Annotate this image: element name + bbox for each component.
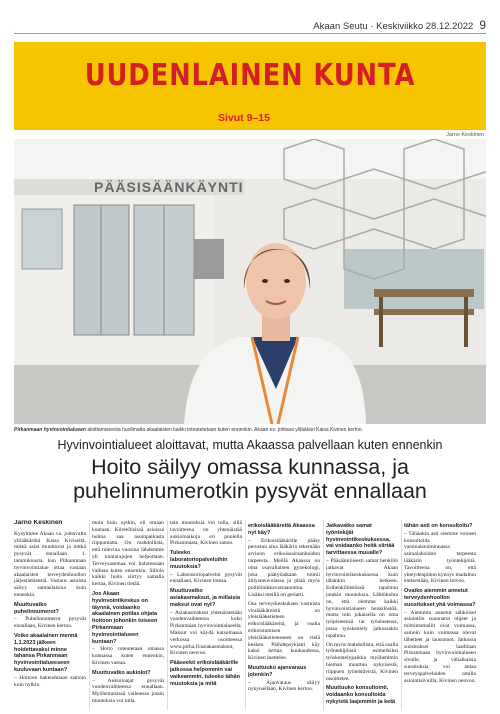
column-divider (89, 520, 90, 710)
question-heading: Jos Akaan hyvinvointikeskus on täynnä, voidaanko akaalainen potilas ohjata hoitoon johonkin toiseen Pirkanmaan hyvinvointialueen kuntaan? (92, 590, 158, 645)
body-paragraph: – Hoitoon hakeudutaan samoin kuin nytkin. (14, 674, 86, 688)
entrance-sign: PÄÄSISÄÄNKÄYNTI (94, 179, 244, 195)
column-divider (245, 520, 246, 710)
article-photo (14, 139, 486, 424)
section-title: UUDENLAINEN KUNTA (84, 58, 416, 93)
body-paragraph: – Ajanvaraus säilyy nykyisellään, Kivinen kertoo. (248, 679, 320, 693)
article-column (92, 520, 164, 710)
column-divider (167, 520, 168, 710)
column-divider (323, 520, 324, 710)
question-heading: Ovatko aiemmin annetut terveydenhuollon suositukset yhä voimassa? (404, 588, 476, 608)
caption-text: aloittamiseesta huolimatta akaalaisten kaikki toteutetetaan kuten ennenkin. Akaan ex. johtava ylilääkäri Kaisa Kivinen kertoo. (85, 427, 364, 433)
publication-dateline: Akaan Seutu · Keskiviikko 28.12.2022 (313, 21, 474, 32)
question-heading: tähän asti on konsultoitu? (404, 523, 473, 529)
caption-lead: Pirkanmaan hyvinvointialueen (14, 427, 86, 433)
question-heading: Pääseekö erikoislääkärille jatkossa helpommin vai vaikeammin, tuleeko tähän muutoksia ja mitä (170, 660, 240, 687)
question-heading: Muuttuuko ajanvaraus jotenkin? (248, 664, 307, 678)
body-paragraph: tain muutoksia voi tulla, sillä tavoitteena on yhtenäistää aukioloaikoja eri puolella Pirkanmaata, Kivinen sanoo. (170, 520, 242, 547)
question-heading: Muuttuvatko aukiolot? (92, 669, 151, 676)
question-heading: Muuttuuko konsultointi, voidaanko konsultoida nykyistä laajemmin ja ketä (326, 685, 396, 705)
body-paragraph: On myös mahdollista, että osalla työntekijöistä esimerkiksi työskentelypaikka myöhemmin hieman muuttuu nykyisestä, riippuen työtehtävistä, Kivinen tasoittelee. (326, 641, 398, 682)
article-column (248, 520, 320, 710)
body-paragraph: – Laboratoriopalvelut pysyvät ennallaan, Kivinen toteaa. (170, 571, 242, 585)
photo-illustration (14, 139, 486, 424)
body-paragraph: – Erikoislääkärille pääsy perustuu aina lääkärin tekemään arvioon erikoissairaanhoidon tarpeesta. Meillä Akaassa on oma osavaltainen gynekologi, joka päätyöaikaan toimii äitiysneuvolassa ja pitää myös poliklinikkavastaanottoa. Lisäksi meillä on geriatri. (248, 537, 320, 598)
article-column (170, 520, 242, 710)
article-column (14, 520, 86, 710)
article-kicker: Hyvinvointialueet aloittavat, mutta Akaassa palvellaan kuten ennenkin (57, 438, 443, 452)
body-paragraph: – Aiemmin annetut sähköiset asiointiin suunnatut ohjeet ja toimintamallit ovat voimassa, samoin kuin voimassa olevat lähetteet ja lausunnot. Jatkossa suositukset laaditaan Pirkanmaan hyvinvointialueen sivulle, ja väliaikaisia suosituksia voi antaa terveyspalveluiden omilla asiointisivuilla, Kivinen neuvoo. (404, 609, 476, 684)
article-headline: Hoito säilyy omassa kunnassa, ja puhelinnumerotkin pysyvät ennallaan (73, 455, 427, 503)
column-divider (401, 520, 402, 710)
article-author: Jarno Keskinen (14, 520, 63, 526)
question-heading: Jatkavatko samat työntekijät hyvinvointikeskuksessa, vai voidaanko heitä siirtää tarvittaessa muualle? (326, 523, 395, 557)
article-column (404, 520, 476, 710)
photo-caption (14, 427, 486, 434)
body-paragraph: – Hoito toteutetaan omassa kunnassa kuten ennenkin, Kivinen vastaa. (92, 646, 164, 666)
body-paragraph: – Aukioloajat pysyvät vuodenvaihteessa ennallaan. Myöhemmässä vaiheessa jotain muutoksia voi tulla. (92, 677, 164, 704)
section-pages: Sivut 9–15 (218, 112, 270, 124)
section-banner (14, 42, 486, 130)
question-heading: Tuleeko laboratoriopalveluihin muutoksia? (170, 550, 228, 570)
body-paragraph: – Pääsääntöisesti samat henkilöt jatkavat Akaan hyvinvointikeskuksessa kuin tähänkin hetkeen. Esihenkilöistössä tapahtuu jotakin muutoksia. Lähtökohta on, että olemme kaikki hyvinvointialueen henkilöstöä, mutta toki jokaisella on oma työpisteensä tai työalueensa, jossa työskentely jatkossakin tapahtuu. (326, 557, 398, 639)
body-paragraph: – Asiakasmaksut yhtenäistetään vuodenvaihteessa koko Pirkanmaan hyvinvointialueella. Maksut voi käydä katsomassa verkossa osoitteessa www.pirha.fi/asiakasmaksut, Kivinen neuvoo. (170, 609, 242, 657)
photo-credit: Jarno Keskinen (446, 132, 484, 138)
body-paragraph: Osa terveyskeskuksen vastuista viralääkäreistä on yleislääketieteen erikoislääkäreitä, ja osalla erikoistumisen yleislääketieteeseen on vielä kesken. Päihdepsykiatri käy kaksi kertaa kuukaudessa, Kivinen luettelee. (248, 600, 320, 662)
question-heading: Voiko akaalainen mennä 1.1.2023 jälkeen hoidettavaksi minne tahansa Pirkanmaan hyvinvointialueeseen kuuluvaan kuntaan? (14, 632, 78, 673)
body-paragraph: Kysyimme Akaan va. johtavalta ylilääkäriltä Kaisa Kiviseltä, mitkä asiat muuttuvat ja mitkä pysyvät ennallaan 1. tammikuusta, kun Pirkanmaan hyvinvointialue ottaa vastaan akaalaisten terveydenhuollon järjestämisestä. Vastaus asioista säilyy samanlaisina kuin ennenkin. (14, 530, 86, 598)
body-paragraph: – Tähänkin asti olemme voineet konsultoida varsinaistoiminnassa sairaalahoidon tarpeesta lääkärin työntekijöitä. Tavoitteena on, että yhteydenpidon kynnys madaltuu entisestään, Kivinen toivoo. (404, 530, 476, 585)
body-paragraph: – Puhelinnumerot pysyvät ennallaan, Kivinen kertoo. (14, 616, 86, 630)
page-header (313, 18, 486, 32)
article-column (326, 520, 398, 710)
question-heading: Muuttuvatko asiakasmaksut, ja millaisia maksut ovat nyt? (170, 588, 241, 608)
question-heading: Muuttuvatko puhelinnumerot? (14, 601, 59, 615)
page-number: 9 (479, 18, 486, 32)
body-paragraph: moin kuin nytkin, eli omaan kuntaan. Kiireellisissä asioissa hoitoa saa asuinpaikasta riippumatta. On mahdollista, että tulevina vuosina lähdemme yli kuntarajojen hefpottaan. Terveysasemaa voi halutessaan vaihtaa kuten ennenkin. Silloin kaikki hoito siirtyy samalla kertaa, Kivinen tietää. (92, 520, 164, 588)
header-rule (14, 33, 486, 34)
question-heading: erikoislääkäreitä Akaassa nyt käy? (248, 523, 315, 536)
